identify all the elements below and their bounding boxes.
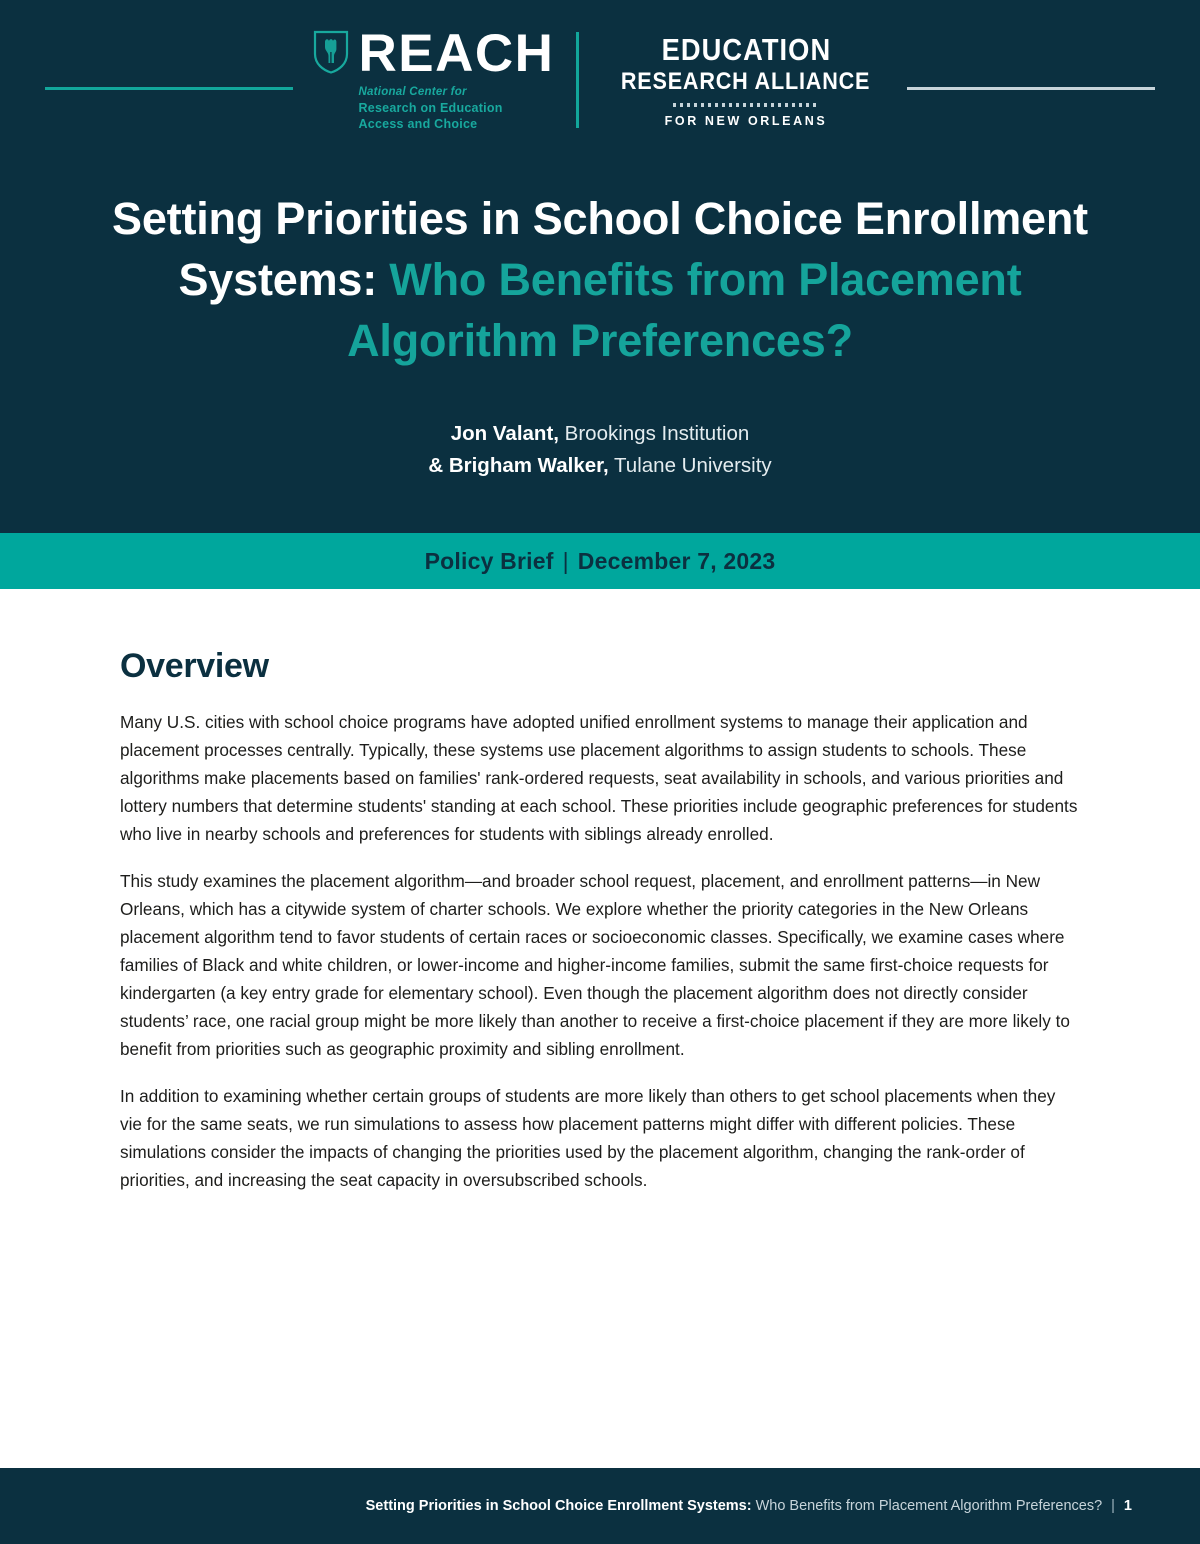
reach-subtitle — [358, 85, 554, 132]
overview-paragraph: In addition to examining whether certain groups of students are more likely than others to get school placements when they vie for the same seats, we run simulations to assess how placement patterns might differ with different policies. These simulations consider the impacts of changing the priorities used by the placement algorithm, changing the rank-order of priorities, and increasing the seat capacity in oversubscribed schools. — [120, 1086, 1056, 1191]
policy-brief-banner — [0, 533, 1200, 589]
header-rule-left — [45, 87, 293, 90]
logo-bar — [0, 0, 1200, 150]
era-line-3: FOR NEW ORLEANS — [664, 114, 828, 129]
logo-group — [313, 25, 884, 135]
author-name: & Brigham Walker, — [428, 453, 609, 477]
document-header — [0, 0, 1200, 533]
banner-text — [425, 548, 776, 575]
banner-date: December 7, 2023 — [577, 547, 776, 574]
footer-page-number: 1 — [1123, 1498, 1132, 1514]
era-dotted-divider — [673, 103, 819, 107]
main-content — [0, 589, 1200, 1469]
footer-title-light: Who Benefits from Placement Algorithm Preferences? — [751, 1498, 1103, 1514]
reach-wordmark: REACH — [358, 24, 555, 84]
page-title-subtitle: Who Benefits from Placement Algorithm Preferences? — [347, 254, 1022, 367]
education-research-alliance-logo — [579, 32, 884, 128]
section-heading-overview: Overview — [120, 647, 269, 685]
overview-paragraph: Many U.S. cities with school choice programs have adopted unified enrollment systems to manage their application and placement processes centrally. Typically, these systems use placement algorithms to assign students to schools. These algorithms make placements based on families' rank-ordered requests, seat availability in schools, and various priorities and lottery numbers that determine students' standing at each school. These priorities include geographic preferences for students who live in nearby schools and preferences for students with siblings already enrolled. — [120, 712, 1078, 845]
reach-subtitle-line-3: Access and Choice — [358, 116, 478, 131]
reach-logo — [313, 24, 576, 132]
author-entry — [112, 418, 1088, 450]
author-affiliation: Brookings Institution — [558, 421, 750, 445]
reach-subtitle-line-2: Research on Education — [358, 100, 503, 115]
era-line-2: RESEARCH ALLIANCE — [621, 68, 871, 96]
overview-paragraph: This study examines the placement algorithm—and broader school request, placement, and enrollment patterns—in New Orleans, which has a citywide system of charter schools. We explore whether the priority categories in the New Orleans placement algorithm tend to favor students of certain races or socioeconomic classes. Specifically, we examine cases where families of Black and white children, or lower-income and higher-income families, submit the same first-choice requests for kindergarten (a key entry grade for elementary school). Even though the placement algorithm does not directly consider students’ race, one racial group might be more likely than another to receive a first-choice placement if they are more likely to benefit from priorities such as geographic proximity and sibling enrollment. — [120, 871, 1070, 1060]
author-byline — [112, 418, 1088, 483]
author-entry — [112, 450, 1088, 482]
author-affiliation: Tulane University — [608, 453, 772, 477]
banner-label: Policy Brief — [424, 547, 554, 574]
era-line-1: EDUCATION — [661, 31, 831, 67]
page-title — [112, 188, 1088, 372]
page-title-main: Setting Priorities in School Choice Enrollment Systems: — [112, 193, 1088, 306]
footer-separator: | — [1111, 1498, 1115, 1514]
title-block — [0, 150, 1200, 482]
shield-torch-icon — [313, 30, 349, 74]
header-rule-right — [907, 87, 1155, 90]
reach-wordmark-block — [358, 24, 555, 132]
document-footer — [0, 1468, 1200, 1544]
footer-text — [366, 1498, 1132, 1514]
author-name: Jon Valant, — [450, 421, 559, 445]
banner-separator: | — [562, 547, 569, 574]
reach-subtitle-line-1: National Center for — [358, 86, 467, 99]
footer-title-strong: Setting Priorities in School Choice Enrollment Systems: — [365, 1498, 752, 1514]
